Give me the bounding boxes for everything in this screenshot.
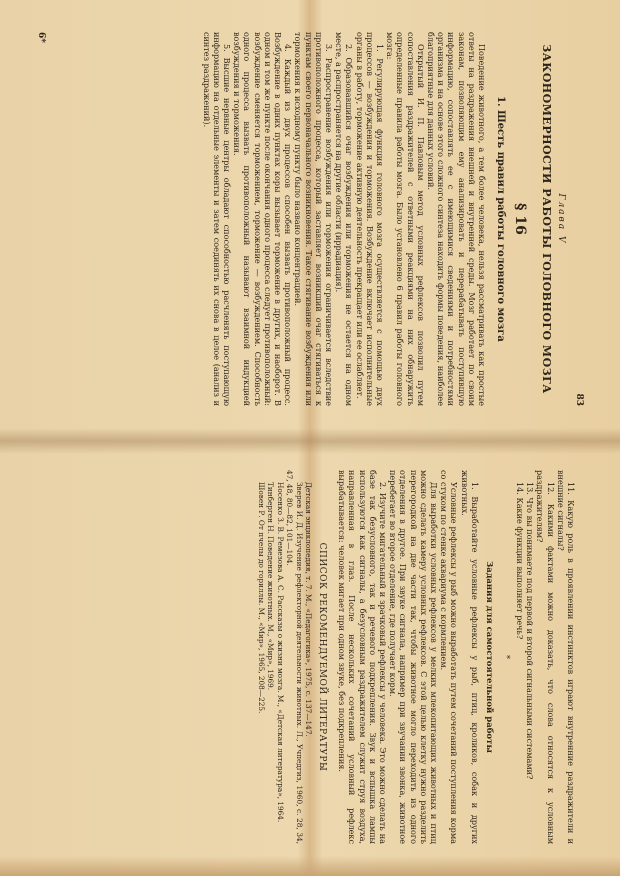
assignment: 1. Выработайте условные рефлексы у рыб, птиц, кроликов, собак и других животных. (459, 470, 480, 844)
page-edge-shadow (0, 856, 620, 876)
question: 12. Какими фактами можно доказать, что слова относятся к условным раздражителям? (535, 470, 556, 844)
section-number: § 16 (512, 203, 528, 235)
left-page-text (30, 452, 590, 862)
chapter-title: ЗАКОНОМЕРНОСТИ РАБОТЫ ГОЛОВНОГО МОЗГА (540, 44, 553, 394)
section-title: 1. Шесть правил работы головного мозга (495, 96, 506, 342)
paragraph: Поведение животного, а тем более человека, нельзя рассматривать как простые ответы на раздражения внешней и внутренней среды. Мозг работает по своим законам, позволяющим ему анализировать и перерабатывать поступившую информацию, сопоставлять ее с имеющимися сведениями и потребностями организма и на основе этого сложного синтеза находить формы поведения, наиболее благоприятные для данных условий. (425, 32, 487, 406)
bibliography-item: Тинберген Н. Поведение животных. М., «Мир», 1969. (266, 482, 276, 691)
bibliography-item: Зверев И. Д. Изучение рефлекторной деятельности животных. Л., Учпедгиз, 1960, с. 28, 34, 47, 48, 80—82, 101—104. (285, 470, 304, 844)
paragraph: 2. Образовавшийся очаг возбуждения или торможения не остается на одном месте, а распространяется на другие области (иррадиация). (334, 32, 355, 406)
paragraph: 3. Распространение возбуждения или торможения ограничивается вследствие противоположного процесса, который заставляет возникший очаг стягиваться к пунктам своего первоначального возникновения. Такое стягивание возбуждения или торможения к исходному пункту было названо концентрацией. (293, 32, 334, 406)
bibliography-item: Шовен Р. От пчелы до гориллы. М., «Мир», 1965, 208—225. (256, 482, 266, 714)
assignment: 2. Изучите мигательный и зрачковый рефлексы у человека. Это можно сделать на базе так безусловного, так и речевого подкрепления. Звук и вспышка лампы используются как сигналы, а безусловным раздражителем служит струя воздуха, направленная в глаз. После нескольких сочетаний условный рефлекс вырабатывается: человек мигает при одном звуке, без подкрепления. (337, 470, 388, 844)
assignment: Условные рефлексы у рыб можно выработать путем сочетаний поступления корма со стуком по стенке аквариума с кормлением. (439, 470, 460, 844)
separator: * (501, 655, 511, 659)
question: 13. Что вы понимаете под первой и второй сигнальными системами? (525, 482, 536, 780)
chapter-label: Глава V (556, 193, 566, 245)
question: 14. Какие функции выполняет речь? (514, 482, 525, 640)
bibliography-item: Детская энциклопедия, т. 7. М., «Педагогика», 1975, с. 137—147. (303, 482, 313, 737)
paragraph: 1. Регулирующая функция головного мозга осуществляется с помощью двух процессов — возбуждения и торможения. Возбуждение включает исполнительные органы в работу, торможение активную деятельность прекращает или ее ослабляет. (354, 32, 385, 406)
assignment: Для выработки условных рефлексов у мелких млекопитающих животных и птиц можно сделать камеру условных рефлексов. С этой целью клетку нужно разделить перегородкой на две части так, чтобы животное могло переходить из одного отделения в другое. При звуке сигнала, например при звучании звонка, животное перебегает во второе отделение, где получает корм. (388, 470, 439, 844)
left-page (0, 438, 620, 876)
paragraph: 5. Высшие нервные центры обладают способностью расчленять поступающую информацию на отдельные элементы и затем соединять их снова в целое (анализ и синтез раздражений). (201, 32, 232, 406)
bibliography-title: СПИСОК РЕКОМЕНДУЕМОЙ ЛИТЕРАТУРЫ (316, 542, 327, 772)
right-page-text (30, 14, 590, 424)
page-number: 83 (574, 393, 584, 406)
assignments-title: Задания для самостоятельной работы (483, 561, 494, 753)
paragraph: Открытый И. П. Павловым метод условных рефлексов позволил путем сопоставления раздражителей с ответными реакциями на них обнаружить определенные правила работы мозга. Было установлено 6 правил работы головного мозга: (385, 32, 426, 406)
signature-mark: 6* (36, 32, 46, 43)
paragraph: 4. Каждый из двух процессов способен вызвать противоположный процесс. Возбуждение в одних пунктах коры вызывает торможение в других, и наоборот. В одном и том же пункте после окончания одного процесса следует противоположный: возбуждение сменяется торможением, торможение — возбуждением. Способность одного процесса вызвать противоположный называют взаимной индукцией возбуждения и торможения. (232, 32, 294, 406)
bibliography-item: Носенко З. В. Ремезова А. С. Рассказы о жизни мозга. М., «Детская литература», 1964. (275, 482, 285, 823)
question: 11. Какую роль в проявлении инстинктов играют внутренние раздражители и внешние сигналы? (555, 470, 576, 844)
book-gutter (0, 428, 620, 454)
